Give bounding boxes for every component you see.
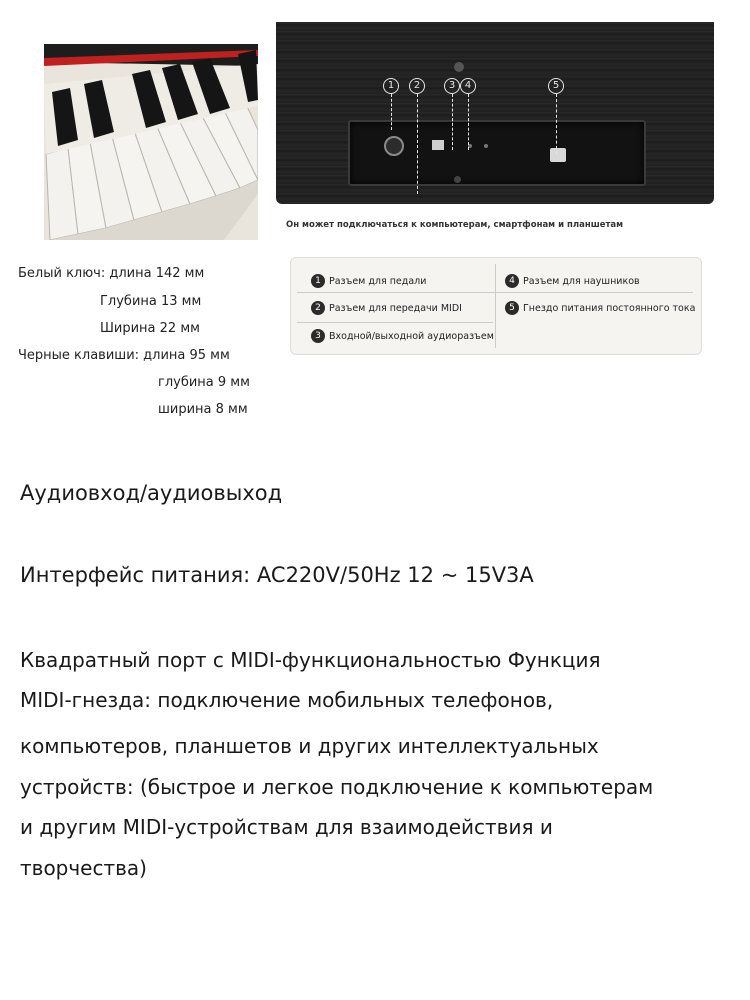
piano-keys-illustration [44, 44, 258, 240]
panel-caption: Он может подключаться к компьютерам, смартфонам и планшетам [286, 220, 624, 230]
white-key-depth: Глубина 13 мм [100, 294, 202, 309]
midi-line: MIDI-гнезда: подключение мобильных телефонов, [20, 688, 554, 712]
midi-line: компьютеров, планшетов и других интеллектуальных [20, 734, 599, 758]
legend-divider [495, 264, 496, 348]
screw-icon [454, 62, 464, 72]
black-key-length: Черные клавиши: длина 95 мм [18, 348, 230, 363]
headphone-port-icon [484, 144, 488, 148]
pedal-port-icon [384, 136, 404, 156]
port-legend [290, 257, 702, 355]
port-marker-1: 1 [382, 78, 400, 130]
port-marker-5: 5 [547, 78, 565, 154]
white-key-length: Белый ключ: длина 142 мм [18, 266, 205, 281]
midi-line: и другим MIDI-устройствам для взаимодействия и [20, 815, 553, 839]
screw-icon [454, 176, 461, 183]
key-dimensions [18, 262, 268, 432]
midi-line: Квадратный порт с MIDI-функциональностью Функция [20, 648, 601, 672]
legend-divider [297, 292, 693, 293]
audio-io-text: Аудиовход/аудиовыход [20, 481, 283, 505]
port-marker-2: 2 [408, 78, 426, 194]
legend-item-5: 5 Гнездо питания постоянного тока [505, 301, 695, 315]
connector-panel-photo [276, 22, 714, 244]
power-interface-text: Интерфейс питания: AC220V/50Hz 12 ~ 15V3A [20, 563, 534, 587]
midi-line: устройств: (быстрое и легкое подключение к компьютерам [20, 775, 654, 799]
legend-divider [297, 322, 493, 323]
legend-item-2: 2 Разъем для передачи MIDI [311, 301, 462, 315]
black-key-depth: глубина 9 мм [158, 375, 250, 390]
white-key-width: Ширина 22 мм [100, 321, 200, 336]
piano-keys-photo [44, 44, 258, 240]
port-marker-4: 4 [459, 78, 477, 150]
legend-item-4: 4 Разъем для наушников [505, 274, 640, 288]
legend-item-3: 3 Входной/выходной аудиоразъем [311, 329, 494, 343]
port-marker-3: 3 [443, 78, 461, 150]
midi-line: творчества) [20, 856, 147, 880]
legend-item-1: 1 Разъем для педали [311, 274, 426, 288]
black-key-width: ширина 8 мм [158, 402, 248, 417]
